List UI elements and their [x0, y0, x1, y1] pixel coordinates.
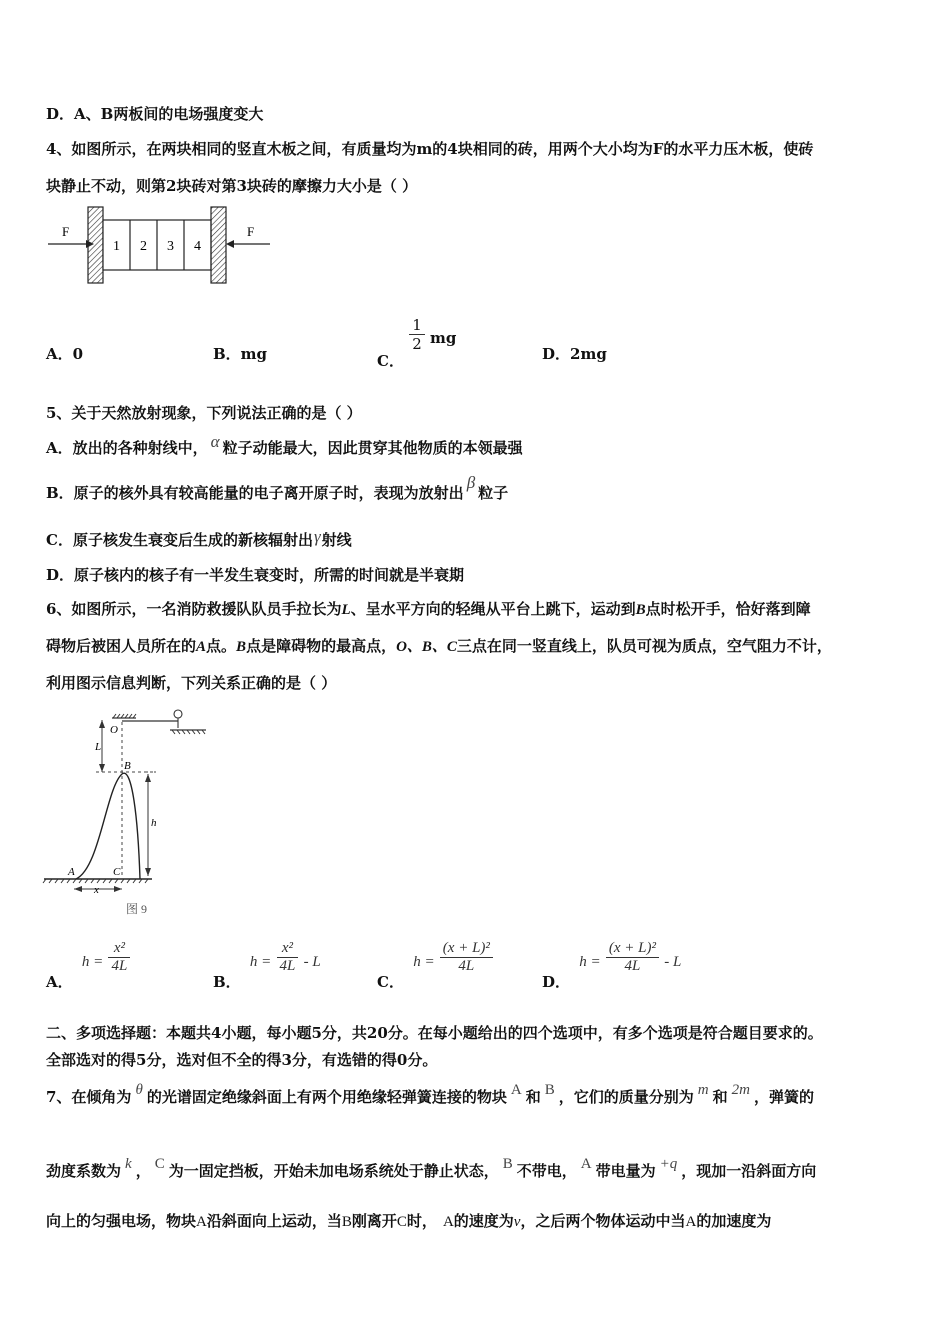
q6-option-c[interactable]: C． h = $\frac{\text{(x + L)²}}{4L}$: [377, 940, 493, 975]
force-label-right: F: [247, 224, 255, 239]
alpha-symbol: α: [210, 432, 220, 451]
fig-label-l: L: [95, 741, 102, 753]
q6-stem-line2: 碍物后被困人员所在的A点。B点是障碍物的最高点，O、B、C三点在同一竖直线上，队员可视为质点，空气阻力不计，: [46, 637, 832, 655]
brick-2: 2: [140, 239, 147, 254]
q6-option-a[interactable]: A． h = $\frac{\text{x²}}{4L}$: [46, 940, 130, 975]
q7-stem-line3: 向上的匀强电场，物块A沿斜面向上运动，当B刚离开C时， A的速度为v，之后两个物体运动中当A的加速度为: [46, 1212, 772, 1230]
q3-option-d: D．A、B两板间的电场强度变大: [46, 105, 264, 123]
brick-1: 1: [113, 239, 120, 254]
q6-option-b[interactable]: B． h = $\frac{\text{x²}}{4L}$ - L: [213, 940, 321, 991]
q6-stem-line1: 6、如图所示，一名消防救援队队员手拉长为L、呈水平方向的轻绳从平台上跳下，运动到B点时松开手，恰好落到障: [46, 600, 811, 618]
q5-option-b[interactable]: B．原子的核外具有较高能量的电子离开原子时，表现为放射出β粒子: [46, 473, 509, 502]
q6-option-d-fraction: $\frac{\text{(x + L)²}}{4L}$: [606, 940, 659, 975]
q4-option-d[interactable]: D．2mg: [542, 345, 607, 363]
beta-symbol: β: [466, 473, 476, 492]
fig-label-h: h: [151, 817, 157, 829]
q4-option-c[interactable]: [377, 316, 457, 370]
q6-option-a-fraction: $\frac{\text{x²}}{4L}$: [108, 940, 130, 975]
q4-option-c-unit: mg: [429, 328, 457, 347]
brick-4: 4: [194, 239, 201, 254]
q6-option-c-fraction: $\frac{\text{(x + L)²}}{4L}$: [440, 940, 493, 975]
q4-option-c-fraction: $\frac{1}{2}$: [409, 316, 425, 353]
q4-option-b[interactable]: B．mg: [213, 345, 268, 363]
q7-stem-line1: 7、在倾角为 θ 的光谱固定绝缘斜面上有两个用绝缘轻弹簧连接的物块 A 和 B ，它们的质量分别为 m 和 2m ，弹簧的: [46, 1082, 814, 1106]
q6-option-b-fraction: $\frac{\text{x²}}{4L}$: [277, 940, 299, 975]
q6-option-d[interactable]: D． h = $\frac{\text{(x + L)²}}{4L}$ - L: [542, 940, 682, 991]
force-label-left: F: [62, 224, 70, 239]
q5-option-a[interactable]: A．放出的各种射线中， α 粒子动能最大，因此贯穿其他物质的本领最强: [46, 432, 523, 457]
right-board: [211, 207, 226, 283]
q4-option-c-label: C．: [377, 351, 404, 370]
fig-caption: 图 9: [126, 902, 148, 916]
q6-stem-line3: 利用图示信息判断，下列关系正确的是（ ）: [46, 674, 337, 692]
q4-stem-line2: 块静止不动，则第2块砖对第3块砖的摩擦力大小是（ ）: [46, 177, 418, 195]
q5-option-c[interactable]: C．原子核发生衰变后生成的新核辐射出γ射线: [46, 527, 352, 549]
fig-label-o: O: [110, 724, 118, 736]
brick-3: 3: [167, 239, 174, 254]
q5-stem: 5、关于天然放射现象，下列说法正确的是（ ）: [46, 404, 362, 422]
q4-stem-line1: 4、如图所示，在两块相同的竖直木板之间，有质量均为m的4块相同的砖，用两个大小均为F的水平力压木板，使砖: [46, 140, 814, 158]
q5-option-d[interactable]: D．原子核内的核子有一半发生衰变时，所需的时间就是半衰期: [46, 566, 465, 584]
section2-line1: 二、多项选择题：本题共4小题，每小题5分，共20分。在每小题给出的四个选项中，有多个选项是符合题目要求的。: [46, 1024, 823, 1042]
q6-rescue-figure: [40, 708, 220, 923]
q4-option-a[interactable]: A．0: [46, 345, 84, 363]
left-board: [88, 207, 103, 283]
fig-label-b: B: [124, 760, 131, 772]
section2-line2: 全部选对的得5分，选对但不全的得3分，有选错的得0分。: [46, 1051, 438, 1069]
q7-stem-line2: 劲度系数为 k ， C 为一固定挡板，开始未加电场系统处于静止状态， B 不带电， A 带电量为 +q ，现加一沿斜面方向: [46, 1156, 817, 1180]
fig-label-x: x: [94, 884, 99, 896]
q4-brick-figure: [44, 200, 274, 290]
fig-label-c: C: [113, 866, 121, 878]
gamma-symbol: γ: [313, 527, 321, 546]
fig-label-a: A: [68, 866, 75, 878]
